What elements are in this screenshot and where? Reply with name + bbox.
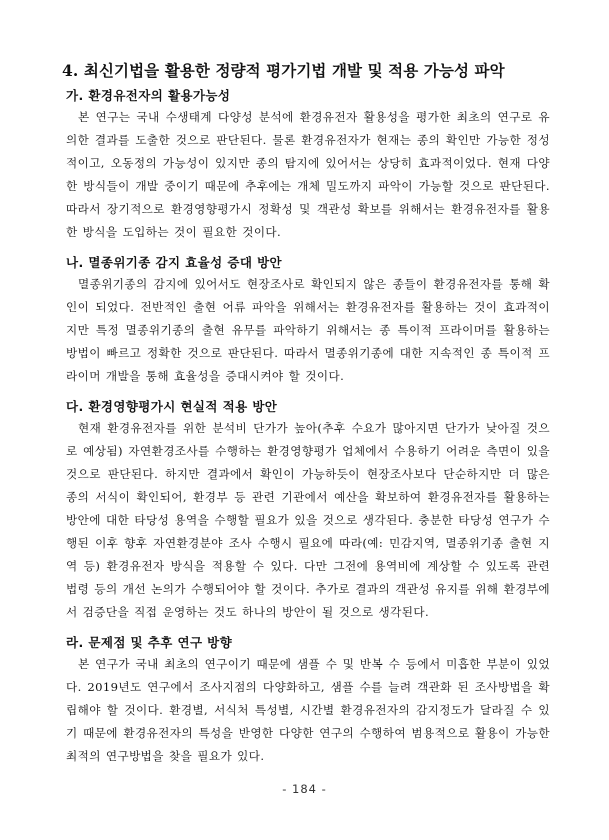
subsection-body: 본 연구가 국내 최초의 연구이기 때문에 샘플 수 및 반복 수 등에서 미흡한 부분이 있었다. 2019년도 연구에서 조사지점의 다양화하고, 샘플 수를 늘려 객관화 된 조사방법을 확립해야 할 것이다. 환경별, 서식처 특성별, 시간별 환경유전자의 감지정도가 달라질 수 있기 때문에 환경유전자의 특성을 반영한 다양한 연구의 수행하여 범용적으로 활용이 가능한 최적의 연구방법을 찾을 필요가 있다. <box>66 657 550 763</box>
document-page <box>62 60 550 768</box>
subsection-heading: 나. 멸종위기종 감지 효율성 증대 방안 <box>66 255 283 270</box>
section-title: 4. 최신기법을 활용한 정량적 평가기법 개발 및 적용 가능성 파악 <box>62 61 505 80</box>
subsection-heading: 라. 문제점 및 추후 연구 방향 <box>66 635 233 650</box>
subsection-future-research <box>66 633 550 768</box>
subsection-body: 본 연구는 국내 수생태계 다양성 분석에 환경유전자 활용성을 평가한 최초의 연구로 유의한 결과를 도출한 것으로 판단된다. 물론 환경유전자가 현재는 종의 확인만 가능한 정성적이고, 오동정의 가능성이 있지만 종의 탐지에 있어서는 상당히 효과적이었다. 현재 다양한 방식들이 개발 중이기 때문에 추후에는 개체 밀도까지 파악이 가능할 것으로 판단된다. 따라서 장기적으로 환경영향평가시 정확성 및 객관성 확보를 위해서는 환경유전자를 활용한 방식을 도입하는 것이 필요한 것이다. <box>66 110 550 239</box>
subsection-endangered-species <box>66 253 550 388</box>
page-number: - 184 - <box>282 782 327 796</box>
subsection-practical-application <box>66 397 550 624</box>
subsection-heading: 다. 환경영향평가시 현실적 적용 방안 <box>66 399 278 414</box>
subsection-environmental-dna <box>66 86 550 244</box>
subsection-body: 멸종위기종의 감지에 있어서도 현장조사로 확인되지 않은 종들이 환경유전자를 통해 확인이 되었다. 전반적인 출현 어류 파악을 위해서는 환경유전자를 활용하는 것이 효과적이지만 특정 멸종위기종의 출현 유무를 파악하기 위해서는 종 특이적 프라이머를 활용하는 방법이 빠르고 정확한 것으로 판단된다. 따라서 멸종위기종에 대한 지속적인 종 특이적 프라이머 개발을 통해 효율성을 증대시켜야 할 것이다. <box>66 277 550 383</box>
subsection-heading: 가. 환경유전자의 활용가능성 <box>66 88 231 103</box>
subsection-body: 현재 환경유전자를 위한 분석비 단가가 높아(추후 수요가 많아지면 단가가 낮아질 것으로 예상됨) 자연환경조사를 수행하는 환경영향평가 업체에서 수용하기 어려운 측면이 있을 것으로 판단된다. 하지만 결과에서 확인이 가능하듯이 현장조사보다 단순하지만 더 많은 종의 서식이 확인되어, 환경부 등 관련 기관에서 예산을 확보하여 환경유전자를 활용하는 방안에 대한 타당성 용역을 수행할 필요가 있을 것으로 생각된다. 충분한 타당성 연구가 수행된 이후 향후 자연환경분야 조사 수행시 필요에 따라(예: 민감지역, 멸종위기종 출현 지역 등) 환경유전자 방식을 적용할 수 있다. 다만 그전에 용역비에 계상할 수 있도록 관련 법령 등의 개선 논의가 수행되어야 할 것이다. 추가로 결과의 객관성 유지를 위해 환경부에서 검증단을 직접 운영하는 것도 하나의 방안이 될 것으로 생각된다. <box>66 421 550 619</box>
